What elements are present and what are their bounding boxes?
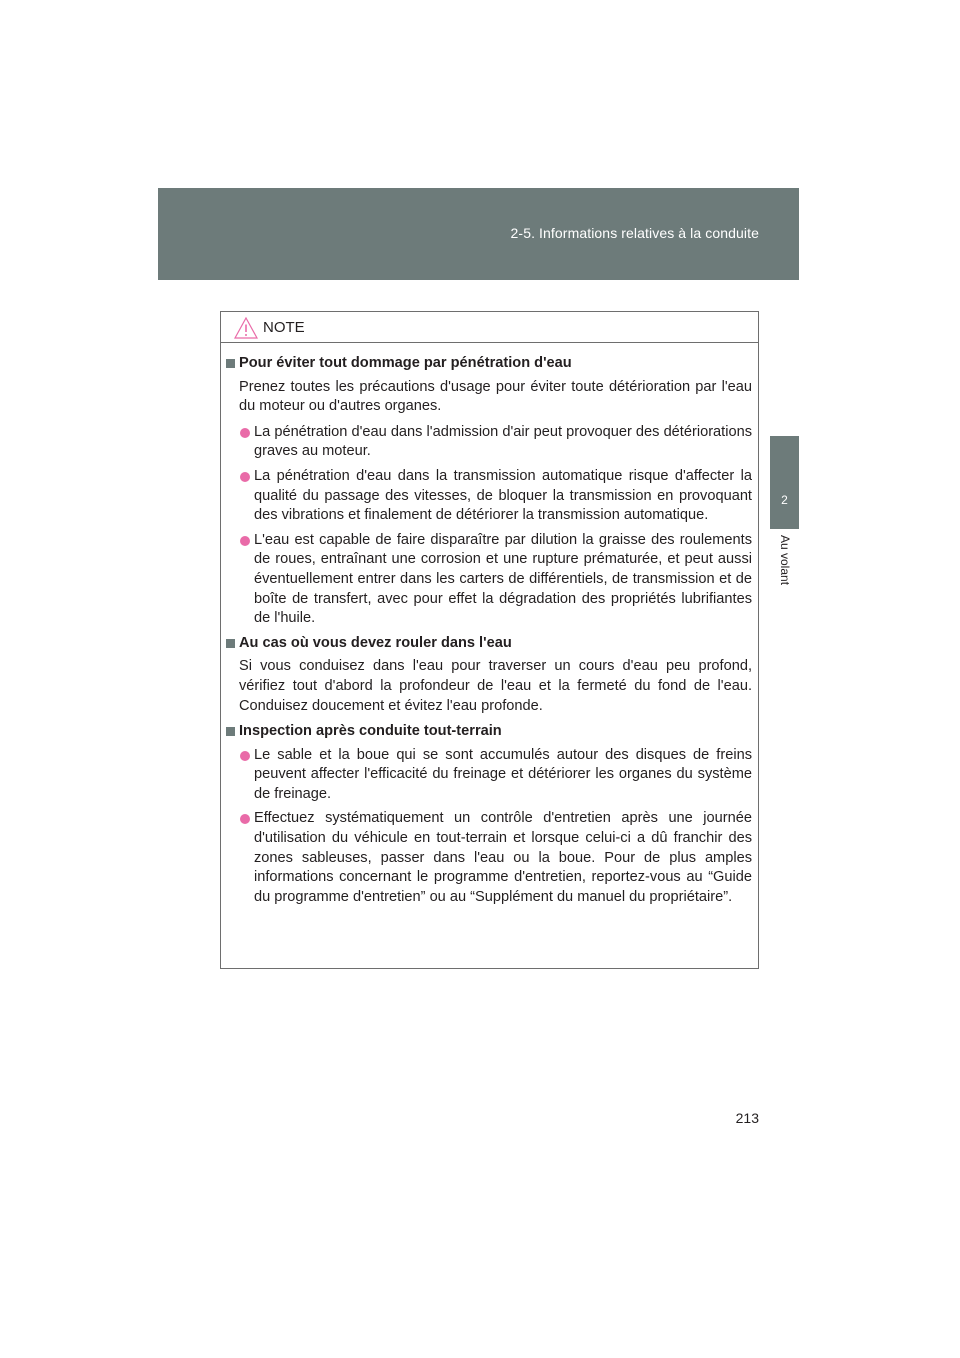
round-bullet-icon: [240, 472, 250, 482]
section-heading: [225, 354, 752, 374]
page-number: 213: [735, 1110, 759, 1126]
square-bullet-icon: [226, 359, 235, 368]
section-heading: [225, 634, 752, 654]
square-bullet-icon: [226, 727, 235, 736]
list-item: [225, 467, 752, 526]
note-body: [221, 343, 758, 907]
list-item-text: L'eau est capable de faire disparaître par dilution la graisse des roulements de roues, entraînant une corrosion et une rupture prématurée, et peut aussi éventuellement entrer dans les carters de différentiels, de transmission et de boîte de transfert, avec pour effet la dégradation des propriétés lubrifiantes de l'huile.: [254, 531, 752, 627]
list-item-text: Le sable et la boue qui se sont accumulés autour des disques de freins peuvent affecter l'efficacité du freinage et détériorer les organes du système de freinage.: [254, 746, 752, 802]
list-item-text: La pénétration d'eau dans l'admission d'air peut provoquer des détériorations graves au moteur.: [254, 423, 752, 460]
round-bullet-icon: [240, 428, 250, 438]
section-paragraph: Prenez toutes les précautions d'usage pour éviter toute détérioration par l'eau du moteur ou d'autres organes.: [239, 378, 752, 415]
list-item-text: Effectuez systématiquement un contrôle d'entretien après une journée d'utilisation du véhicule en tout-terrain et lorsque celui-ci a dû franchir des zones sableuses, passer dans l'eau ou la boue. Pour de plus amples informations concernant le programme d'entretien, reportez-vous au “Guide du programme d'entretien” ou au “Supplément du manuel du propriétaire”.: [254, 810, 752, 905]
list-item-text: La pénétration d'eau dans la transmission automatique risque d'affecter la qualité du passage des vitesses, de bloquer la transmission en provoquant des vibrations et finalement de détériorer la transmission automatique.: [254, 467, 752, 524]
round-bullet-icon: [240, 751, 250, 761]
square-bullet-icon: [226, 639, 235, 648]
chapter-tab: [770, 436, 799, 529]
chapter-side-label-text: Au volant: [777, 535, 792, 586]
list-item: [225, 423, 752, 462]
chapter-side-label: [770, 535, 799, 615]
section-heading-text: Au cas où vous devez rouler dans l'eau: [239, 634, 512, 651]
list-item: [225, 531, 752, 629]
section-heading: [225, 722, 752, 742]
note-box: [220, 311, 759, 969]
section-heading-text: Pour éviter tout dommage par pénétration d'eau: [239, 355, 572, 371]
chapter-header-band: [158, 188, 799, 280]
round-bullet-icon: [240, 814, 250, 824]
chapter-title: 2-5. Informations relatives à la conduite: [510, 225, 759, 241]
note-title: NOTE: [263, 319, 305, 336]
warning-triangle-icon: [234, 317, 258, 339]
section-heading-text: Inspection après conduite tout-terrain: [239, 723, 502, 740]
section-paragraph: Si vous conduisez dans l'eau pour traverser un cours d'eau peu profond, vérifiez tout d'abord la profondeur de l'eau et la fermeté du fond de l'eau. Conduisez doucement et évitez l'eau profonde.: [239, 658, 752, 714]
chapter-number: 2: [781, 493, 788, 507]
list-item: [225, 746, 752, 805]
list-item: [225, 809, 752, 907]
note-header: [221, 312, 758, 343]
round-bullet-icon: [240, 536, 250, 546]
